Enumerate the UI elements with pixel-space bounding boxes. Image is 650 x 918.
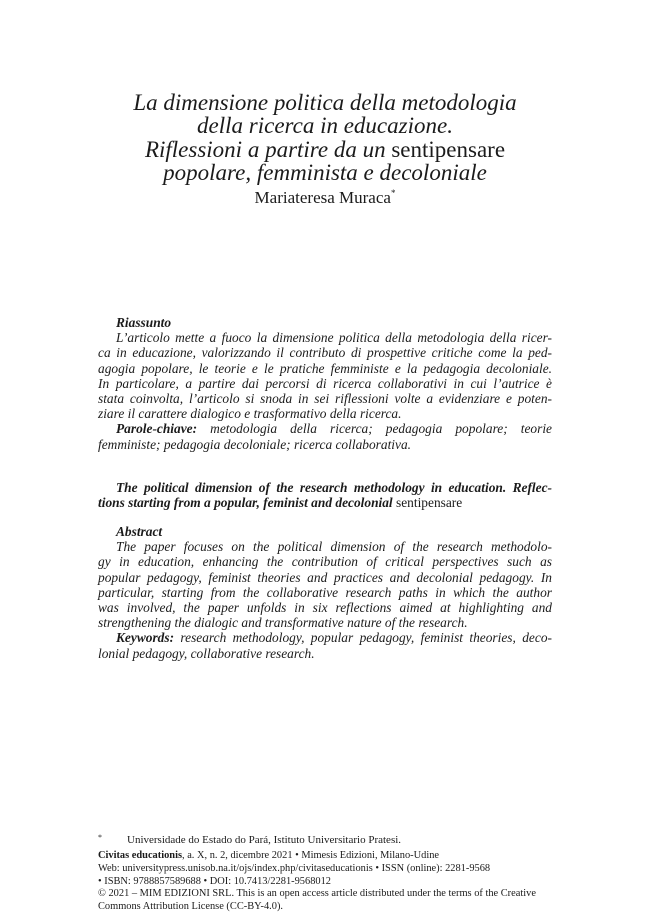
footnote-marker: * [98, 833, 102, 842]
riassunto-line: ca in educazione, valorizzando il contributo di prospettive critiche come la ped- [98, 345, 552, 361]
riassunto-section [98, 315, 552, 452]
riassunto-heading: Riassunto [116, 315, 172, 330]
english-title-line: The political dimension of the research methodology in education. Reflec- [116, 480, 552, 495]
title-line-roman-word: sentipensare [391, 136, 506, 162]
parole-chiave-line: femministe; pedagogia decoloniale; ricerca collaborativa. [98, 436, 411, 452]
keywords-line [98, 630, 552, 645]
english-title-line [98, 495, 552, 510]
abstract-line: was involved, the paper unfolds in six reflections aimed at highlighting and [98, 600, 552, 616]
parole-chiave-line [98, 421, 552, 436]
footer-line: Commons Attribution License (CC-BY-4.0). [98, 901, 284, 913]
footer-line: © 2021 – MIM EDIZIONI SRL. This is an open access article distributed under the terms of the Creative [98, 888, 536, 900]
title-line: La dimensione politica della metodologia [133, 90, 517, 115]
keywords-text: research methodology, popular pedagogy, feminist theories, deco- [180, 630, 552, 646]
abstract-line: popular pedagogy, feminist theories and practices and decolonial pedagogy. In [98, 569, 552, 585]
title-line-italic: Riflessioni a partire da un [144, 136, 386, 162]
footer-line: Web: universitypress.unisob.na.it/ojs/index.php/civitaseducationis • ISSN (online): 2281-9568 [98, 862, 491, 874]
footer-line [98, 850, 552, 863]
abstract-line: The paper focuses on the political dimension of the research methodolo- [116, 539, 552, 555]
riassunto-line: agogia popolare, le teorie e le pratiche femministe e la pedagogia decoloniale. [98, 360, 552, 376]
keywords-line: lonial pedagogy, collaborative research. [98, 645, 315, 661]
author-note-marker: * [390, 188, 396, 198]
abstract-line: gy in education, enhancing the contribution of critical perspectives such as [98, 554, 552, 570]
title-line: della ricerca in educazione. [197, 113, 453, 139]
parole-chiave-text: metodologia della ricerca; pedagogia popolare; teorie [210, 421, 552, 437]
author-line [40, 188, 610, 208]
abstract-heading: Abstract [116, 524, 163, 539]
journal-name: Civitas educationis [98, 850, 182, 861]
title-line [40, 138, 610, 161]
abstract-section [98, 524, 552, 661]
english-title-roman-word: sentipensare [396, 495, 463, 511]
publication-footer [98, 850, 552, 914]
riassunto-line: L’articolo mette a fuoco la dimensione politica della metodologia della ricer- [116, 330, 552, 346]
parole-chiave-label: Parole-chiave: [116, 421, 198, 437]
riassunto-line: ziare il carattere dialogico e trasformativo della ricerca. [98, 406, 402, 422]
title-line: popolare, femminista e decoloniale [163, 159, 487, 185]
abstract-line: strengthening the dialogic and transformative nature of the research. [98, 615, 468, 631]
article-title [40, 91, 610, 184]
abstract-line: particular, starting from the collaborative research paths in which the author [98, 584, 552, 600]
riassunto-line: In particolare, a partire dai percorsi di ricerca collaborativi in cui l’autrice è [98, 375, 552, 391]
keywords-label: Keywords: [116, 630, 175, 646]
english-title [98, 480, 552, 510]
footer-issue-info: , a. X, n. 2, dicembre 2021 • Mimesis Edizioni, Milano-Udine [182, 850, 440, 861]
riassunto-line: stata coinvolta, l’articolo si snoda in sei riflessioni volte a evidenziare e poten- [98, 391, 552, 407]
english-title-italic: tions starting from a popular, feminist and decolonial [98, 495, 393, 511]
footnote-text: Universidade do Estado do Pará, Istituto Universitario Pratesi. [127, 834, 402, 846]
footer-line: • ISBN: 9788857589688 • DOI: 10.7413/2281-9568012 [98, 875, 331, 887]
author-name: Mariateresa Muraca [254, 188, 391, 207]
footnote [98, 831, 552, 847]
